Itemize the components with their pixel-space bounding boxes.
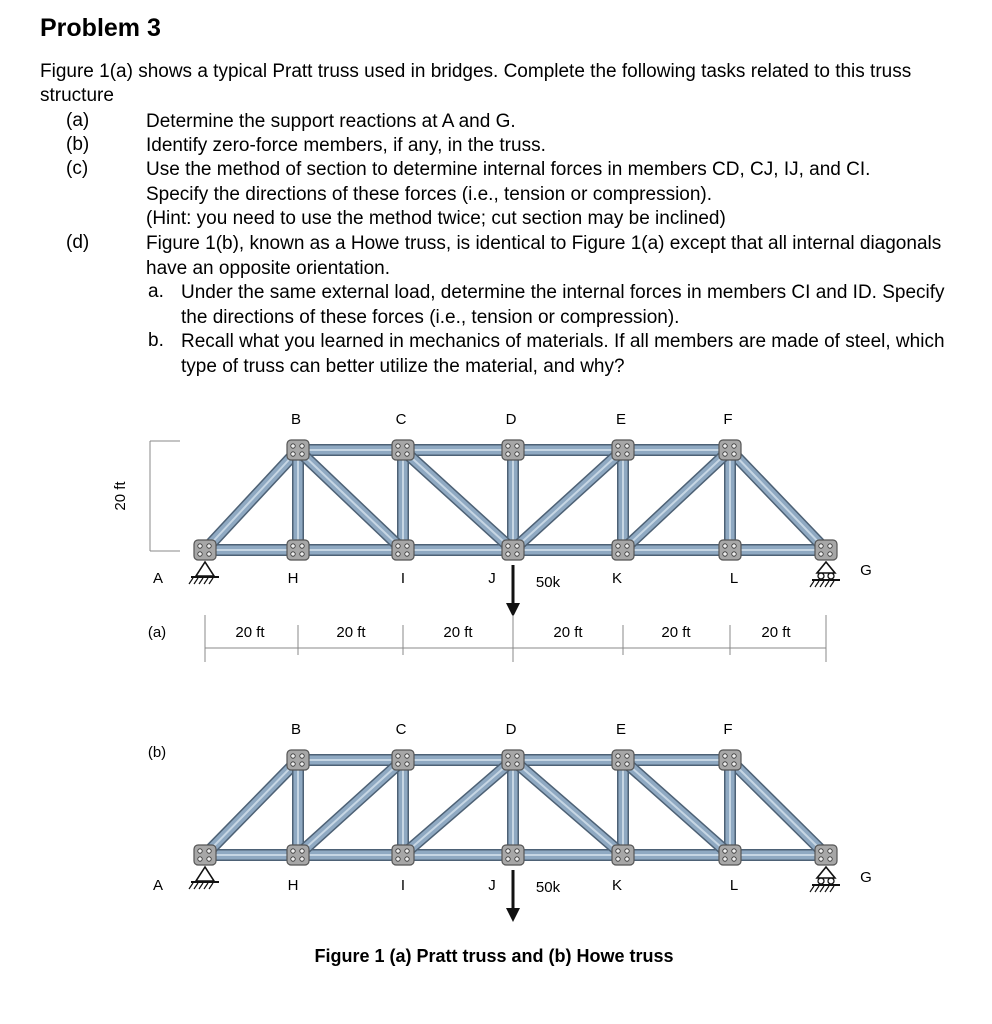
bolt [732,849,736,853]
gusset-plate [194,540,216,560]
end-post-highlight [205,450,298,550]
load-arrowhead [506,908,520,922]
node-label-top: F [723,411,733,428]
ground-hatch [815,886,819,892]
bolt [732,754,736,758]
node-label-bottom: I [400,570,406,587]
bolt [506,552,510,556]
load-arrowhead [506,603,520,617]
node-label-bottom: H [287,877,299,894]
bolt [198,849,202,853]
task-c-label: (c) [66,158,89,179]
bolt [616,552,620,556]
task-b-label: (b) [66,134,90,155]
bolt [723,552,727,556]
bolt [723,444,727,448]
bolt [207,857,211,861]
node-label-bottom: K [611,877,623,894]
bolt [207,552,211,556]
bolt [396,444,400,448]
node-label-top: C [395,411,407,428]
bolt [198,544,202,548]
bolt [405,444,409,448]
bolt [625,552,629,556]
bolt [405,754,409,758]
ground-hatch [194,578,198,584]
gusset-plate [287,750,309,770]
roller-support [817,867,835,878]
span-label: 20 ft [336,624,366,641]
ground-hatch [810,886,814,892]
bolt [616,857,620,861]
panel-a-label: (a) [147,624,167,641]
bolt [291,444,295,448]
roller-support [817,562,835,573]
bolt [300,444,304,448]
bolt [732,857,736,861]
bolt [207,849,211,853]
bolt [198,552,202,556]
bolt [506,544,510,548]
bolt [732,762,736,766]
gusset-plate [719,845,741,865]
task-d-a-label: a. [148,281,164,302]
ground-hatch [204,578,208,584]
ground-hatch [820,886,824,892]
roller-wheel [818,878,824,884]
node-label-bottom: L [729,570,739,587]
bolt [515,849,519,853]
ground-hatch [209,883,213,889]
task-c-text: Use the method of section to determine internal forces in members CD, CJ, IJ, and CI. Specify the directions of these forces (i.e., tension or compression). [146,159,871,205]
bolt [732,444,736,448]
gusset-plate [815,540,837,560]
node-label-top: D [505,721,517,738]
bolt [819,544,823,548]
span-dimension-line [205,615,826,662]
node-label-top: D [505,411,517,428]
bolt [723,849,727,853]
gusset-plate [392,440,414,460]
bolt [616,762,620,766]
bolt [396,452,400,456]
span-label: 20 ft [235,624,265,641]
node-label-bottom: I [400,877,406,894]
bolt [732,544,736,548]
diagonal-member-highlight [623,450,730,550]
diagonal-member-highlight [403,450,513,550]
end-post-highlight [205,760,298,855]
bolt [396,754,400,758]
gusset-plate [719,440,741,460]
bolt [291,849,295,853]
node-label-top: C [395,721,407,738]
bolt [207,544,211,548]
gusset-plate [194,845,216,865]
task-d-b-label: b. [148,330,164,351]
bolt [625,444,629,448]
roller-wheel [828,573,834,579]
ground-hatch [810,581,814,587]
panel-b-label: (b) [147,744,167,761]
node-label-bottom: G [860,562,872,579]
gusset-plate [719,750,741,770]
ground-hatch [204,883,208,889]
bolt [625,849,629,853]
ground-hatch [199,883,203,889]
task-a-text: Determine the support reactions at A and G. [146,111,516,132]
diagonal-member-highlight [513,450,623,550]
bolt [300,754,304,758]
bolt [515,452,519,456]
gusset-plate [502,540,524,560]
bolt [300,857,304,861]
bolt [506,452,510,456]
node-label-bottom: K [611,570,623,587]
bolt [819,849,823,853]
bolt [506,857,510,861]
bolt [396,552,400,556]
intro-paragraph: Figure 1(a) shows a typical Pratt truss used in bridges. Complete the following tasks related to this truss structure [40,61,912,106]
node-label-top: B [290,411,302,428]
bolt [396,544,400,548]
bolt [616,444,620,448]
bolt [616,754,620,758]
bolt [828,857,832,861]
ground-hatch [815,581,819,587]
problem-title: Problem 3 [40,14,161,42]
bolt [723,544,727,548]
bolt [515,444,519,448]
gusset-plate [612,750,634,770]
load-label: 50k [535,879,561,896]
bolt [625,544,629,548]
bolt [506,849,510,853]
bolt [291,754,295,758]
gusset-plate [612,540,634,560]
bolt [396,849,400,853]
bolt [828,544,832,548]
bolt [405,544,409,548]
bolt [515,754,519,758]
node-label-bottom: H [287,570,299,587]
gusset-plate [502,750,524,770]
node-label-bottom: L [729,877,739,894]
gusset-plate [287,540,309,560]
bolt [300,849,304,853]
gusset-plate [612,440,634,460]
bolt [405,849,409,853]
gusset-plate [815,845,837,865]
gusset-plate [719,540,741,560]
span-label: 20 ft [443,624,473,641]
diagonal-member-highlight [513,760,623,855]
bolt [405,552,409,556]
roller-wheel [828,878,834,884]
bolt [819,857,823,861]
node-label-top: E [615,411,627,428]
bolt [300,544,304,548]
bolt [291,857,295,861]
height-dimension [150,441,180,551]
height-label: 20 ft [112,481,129,511]
span-label: 20 ft [661,624,691,641]
bolt [625,857,629,861]
bolt [506,444,510,448]
ground-hatch [825,581,829,587]
bolt [515,552,519,556]
bolt [723,754,727,758]
bolt [723,452,727,456]
node-label-bottom: J [488,877,496,894]
bolt [291,762,295,766]
load-label: 50k [535,574,561,591]
bolt [828,849,832,853]
bolt [616,849,620,853]
task-d-label: (d) [66,232,90,253]
bolt [506,754,510,758]
gusset-plate [392,750,414,770]
diagonal-member-highlight [298,760,403,855]
gusset-plate [287,845,309,865]
task-d-b-text: Recall what you learned in mechanics of materials. If all members are made of steel, which type of truss can better utilize the material, and why? [181,331,945,377]
bolt [405,762,409,766]
bolt [723,857,727,861]
bolt [819,552,823,556]
bolt [506,762,510,766]
bolt [405,452,409,456]
diagonal-member-highlight [298,450,403,550]
node-label-top: B [290,721,302,738]
bolt [515,762,519,766]
task-d-a-text: Under the same external load, determine the internal forces in members CI and ID. Specify the directions of these forces (i.e., tension or compression). [181,282,945,328]
bolt [732,552,736,556]
diagonal-member-highlight [623,760,730,855]
ground-hatch [189,578,193,584]
gusset-plate [502,440,524,460]
gusset-plate [287,440,309,460]
gusset-plate [502,845,524,865]
end-post-highlight [730,760,826,855]
bolt [723,762,727,766]
pin-support [196,867,214,881]
bolt [396,857,400,861]
ground-hatch [194,883,198,889]
span-label: 20 ft [761,624,791,641]
figure-caption: Figure 1 (a) Pratt truss and (b) Howe truss [314,946,674,966]
bolt [625,762,629,766]
bolt [616,544,620,548]
bolt [625,754,629,758]
task-b-text: Identify zero-force members, if any, in the truss. [146,135,546,156]
pin-support [196,562,214,576]
pratt-truss [153,411,872,617]
bolt [396,762,400,766]
bolt [616,452,620,456]
ground-hatch [830,581,834,587]
node-label-top: F [723,721,733,738]
bolt [625,452,629,456]
bolt [405,857,409,861]
ground-hatch [199,578,203,584]
task-a-label: (a) [66,110,90,131]
gusset-plate [392,845,414,865]
node-label-top: E [615,721,627,738]
gusset-plate [392,540,414,560]
bolt [300,452,304,456]
diagonal-member-highlight [403,760,513,855]
bolt [828,552,832,556]
bolt [198,857,202,861]
gusset-plate [612,845,634,865]
bolt [300,762,304,766]
ground-hatch [820,581,824,587]
node-label-bottom: A [152,570,164,587]
task-d-text: Figure 1(b), known as a Howe truss, is identical to Figure 1(a) except that all internal diagonals have an opposite orientation. [146,233,942,279]
span-label: 20 ft [553,624,583,641]
bolt [291,452,295,456]
bolt [300,552,304,556]
task-c-hint: (Hint: you need to use the method twice; cut section may be inclined) [146,208,726,229]
ground-hatch [830,886,834,892]
ground-hatch [825,886,829,892]
node-label-bottom: G [860,869,872,886]
bolt [291,544,295,548]
node-label-bottom: A [152,877,164,894]
ground-hatch [209,578,213,584]
bolt [515,544,519,548]
end-post-highlight [730,450,826,550]
ground-hatch [189,883,193,889]
bolt [732,452,736,456]
bolt [515,857,519,861]
roller-wheel [818,573,824,579]
howe-truss [153,721,872,922]
bolt [291,552,295,556]
node-label-bottom: J [488,570,496,587]
